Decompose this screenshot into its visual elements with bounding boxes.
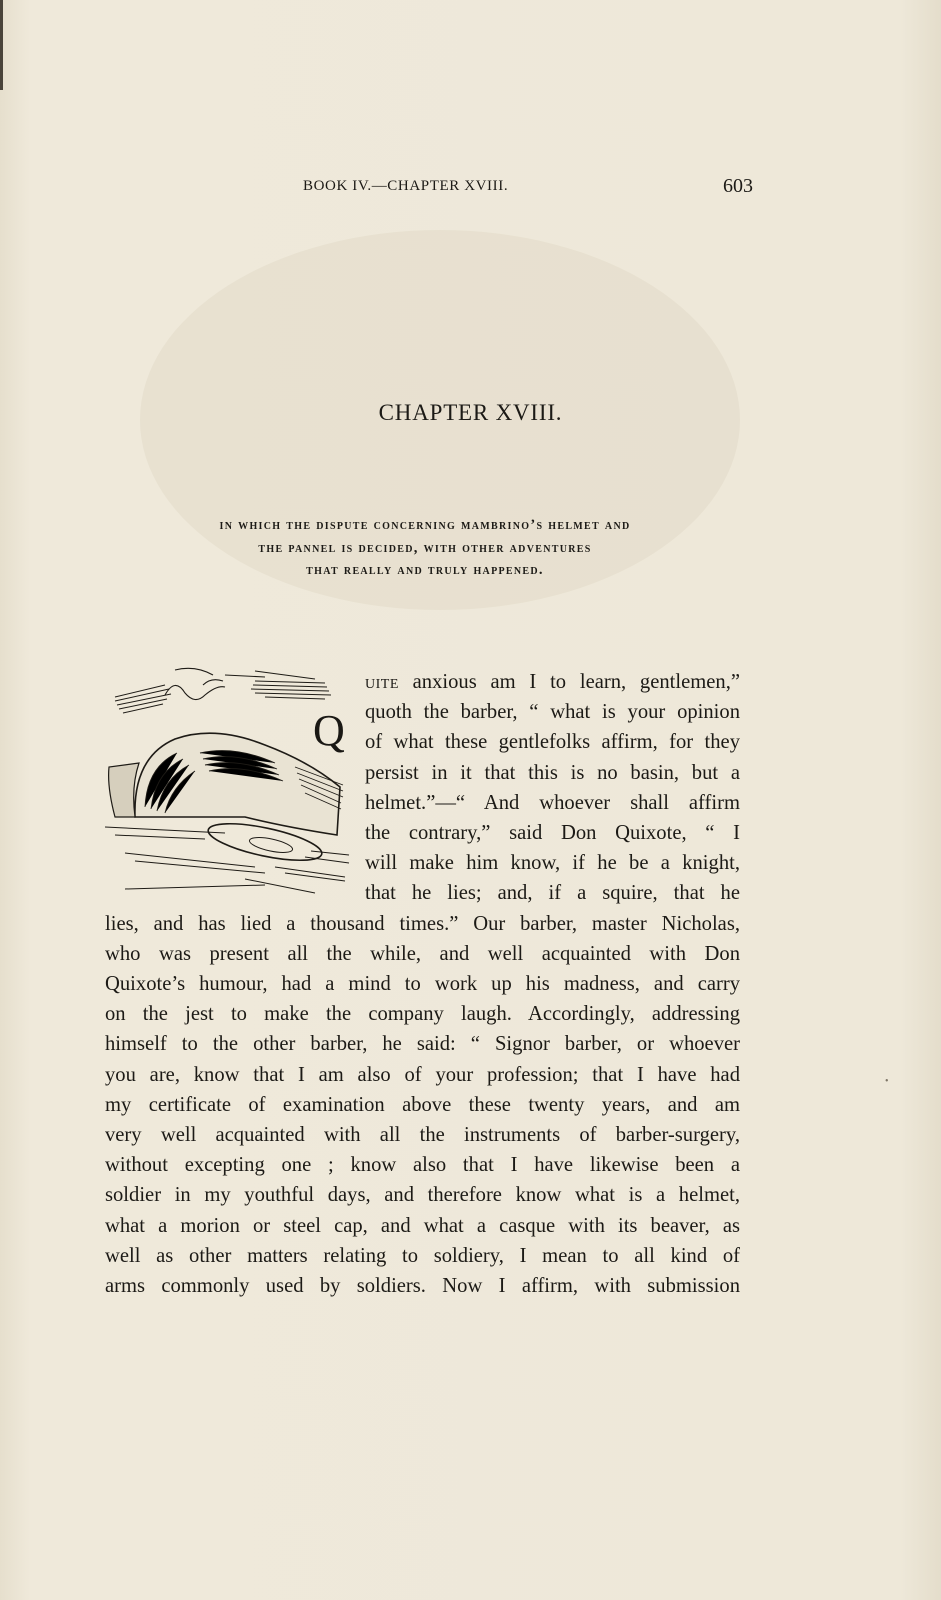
text-line: without excepting one ; know also that I have likewise been a <box>105 1154 740 1177</box>
text-line: lies, and has lied a thousand times.” Our barber, master Nicholas, <box>105 912 740 935</box>
text-line: helmet.”—“ And whoever shall affirm <box>365 791 740 814</box>
text-line: of what these gentlefolks affirm, for they <box>365 731 740 754</box>
paper-speck: • <box>885 1076 889 1087</box>
text-line: my certificate of examination above these twenty years, and am <box>105 1093 740 1116</box>
chapter-subtitle <box>105 514 745 582</box>
text-line: himself to the other barber, he said: “ Signor barber, or whoever <box>105 1033 740 1056</box>
text-line: on the jest to make the company laugh. Accordingly, addressing <box>105 1003 740 1026</box>
chapter-body <box>105 667 740 1301</box>
text-line: quoth the barber, “ what is your opinion <box>365 701 740 724</box>
helmet-vignette-icon <box>105 667 355 907</box>
text-line-rest: anxious am I to learn, gentlemen,” <box>398 671 740 693</box>
text-line: the contrary,” said Don Quixote, “ I <box>365 822 740 845</box>
running-head <box>303 175 753 201</box>
subtitle-line: the pannel is decided, with other adventures <box>258 539 592 556</box>
text-line: you are, know that I am also of your profession; that I have had <box>105 1063 740 1086</box>
smallcaps-word: uite <box>365 671 399 693</box>
page-edge-shadow <box>0 0 3 90</box>
text-line: what a morion or steel cap, and what a casque with its beaver, as <box>105 1214 740 1237</box>
text-line: who was present all the while, and well acquainted with Don <box>105 942 740 965</box>
text-line: soldier in my youthful days, and therefore know what is a helmet, <box>105 1184 740 1207</box>
running-title: BOOK IV.—CHAPTER XVIII. <box>303 178 509 194</box>
page-number: 603 <box>723 175 753 197</box>
text-line: that he lies; and, if a squire, that he <box>365 882 740 905</box>
subtitle-line: that really and truly happened. <box>306 562 544 578</box>
text-line: very well acquainted with all the instruments of barber-surgery, <box>105 1124 740 1147</box>
text-line: Quixote’s humour, had a mind to work up his madness, and carry <box>105 973 740 996</box>
chapter-title: CHAPTER XVIII. <box>378 400 563 425</box>
text-line: will make him know, if he be a knight, <box>365 852 740 875</box>
text-line: well as other matters relating to soldiery, I mean to all kind of <box>105 1244 740 1267</box>
text-line: arms commonly used by soldiers. Now I affirm, with submission <box>105 1275 740 1298</box>
text-line: persist in it that this is no basin, but a <box>365 761 740 784</box>
drop-cap-letter: Q <box>313 706 345 755</box>
helmet-illustration <box>105 667 355 907</box>
subtitle-line: in which the dispute concerning mambrino’s helmet and <box>219 517 631 533</box>
